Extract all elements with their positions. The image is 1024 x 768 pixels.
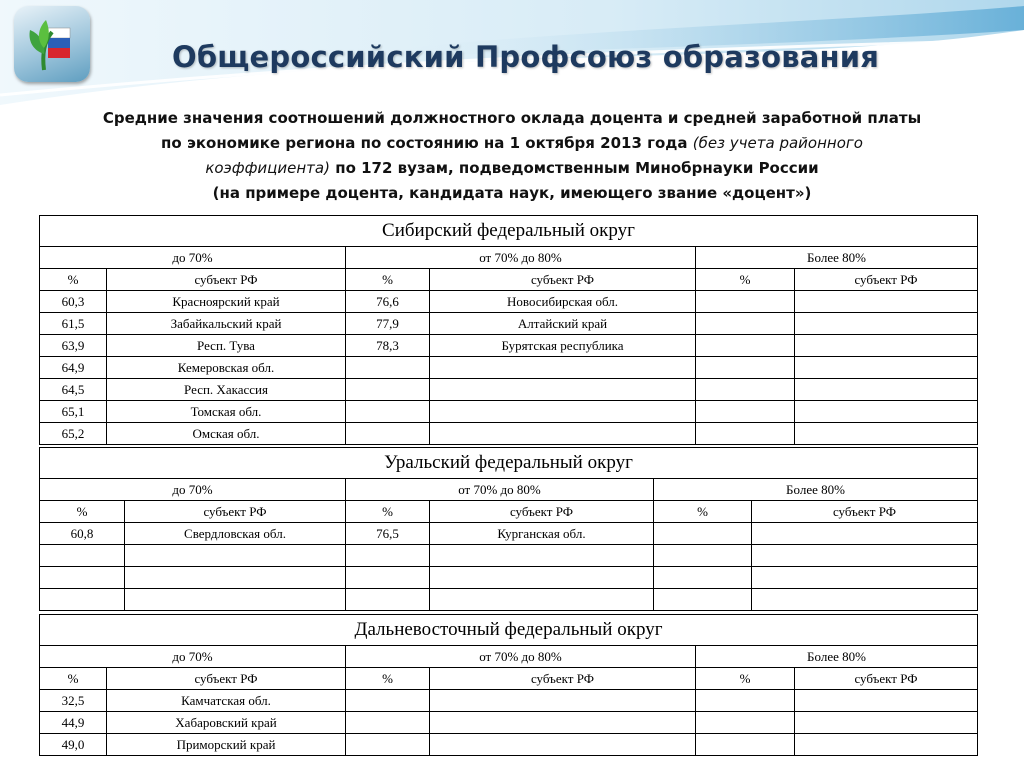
region-title: Дальневосточный федеральный округ <box>40 615 977 646</box>
region-table <box>39 215 978 445</box>
subject-cell: Свердловская обл. <box>125 523 346 544</box>
page-title: Общероссийский Профсоюз образования <box>172 40 880 74</box>
subject-cell <box>795 690 977 711</box>
percent-cell <box>654 545 752 566</box>
subject-cell: Новосибирская обл. <box>430 291 696 312</box>
group-header-row <box>40 479 977 501</box>
group-header: Более 80% <box>807 250 866 265</box>
subject-column-header: субъект РФ <box>107 668 346 689</box>
subject-column-header: субъект РФ <box>430 668 696 689</box>
percent-cell <box>40 545 125 566</box>
subject-cell: Омская обл. <box>107 423 346 444</box>
subject-cell <box>430 379 696 400</box>
percent-cell <box>346 712 430 733</box>
group-header-row <box>40 646 977 668</box>
subtitle-line-3-text: по 172 вузам, подведомственным Минобрнауки России <box>335 159 819 177</box>
percent-cell: 77,9 <box>346 313 430 334</box>
percent-cell <box>346 423 430 444</box>
subject-cell <box>430 567 654 588</box>
subject-cell <box>752 523 977 544</box>
subject-cell: Бурятская республика <box>430 335 696 356</box>
subject-cell <box>430 357 696 378</box>
subtitle-line-1: Средние значения соотношений должностного оклада доцента и средней заработной платы <box>102 109 922 127</box>
subtitle-line-2-text: по экономике региона по состоянию на 1 октября 2013 года <box>161 134 688 152</box>
subject-cell: Кемеровская обл. <box>107 357 346 378</box>
percent-cell <box>696 379 795 400</box>
subtitle-line-3 <box>40 156 984 181</box>
percent-cell <box>696 357 795 378</box>
table-row <box>40 545 977 567</box>
group-header: до 70% <box>40 479 346 500</box>
region-title: Уральский федеральный округ <box>40 448 977 479</box>
group-header: от 70% до 80% <box>346 479 654 500</box>
subject-cell <box>795 401 977 422</box>
subject-cell <box>795 357 977 378</box>
percent-column-header: % <box>654 501 752 522</box>
subject-cell: Респ. Хакассия <box>107 379 346 400</box>
subject-cell <box>795 335 977 356</box>
subject-cell <box>125 567 346 588</box>
column-header-row <box>40 269 977 291</box>
subtitle-line-2 <box>40 131 984 156</box>
percent-cell <box>696 335 795 356</box>
group-header: от 70% до 80% <box>346 646 696 667</box>
table-row <box>40 313 977 335</box>
percent-cell: 78,3 <box>346 335 430 356</box>
percent-column-header: % <box>696 668 795 689</box>
subject-cell <box>430 401 696 422</box>
percent-cell <box>654 523 752 544</box>
column-header-row <box>40 668 977 690</box>
percent-cell: 63,9 <box>40 335 107 356</box>
subject-column-header: субъект РФ <box>430 269 696 290</box>
subtitle-line-4: (на примере доцента, кандидата наук, имеющего звание «доцент») <box>212 184 812 202</box>
subject-cell: Хабаровский край <box>107 712 346 733</box>
percent-column-header: % <box>346 501 430 522</box>
percent-column-header: % <box>696 269 795 290</box>
percent-cell: 61,5 <box>40 313 107 334</box>
subject-cell <box>795 291 977 312</box>
subtitle-line-2-note: (без учета районного <box>692 134 863 152</box>
percent-cell <box>346 734 430 755</box>
percent-cell <box>346 401 430 422</box>
column-header-row <box>40 501 977 523</box>
percent-cell: 65,2 <box>40 423 107 444</box>
subject-column-header: субъект РФ <box>107 269 346 290</box>
table-row <box>40 712 977 734</box>
subject-cell <box>752 567 977 588</box>
group-header: Более 80% <box>786 482 845 497</box>
percent-cell <box>654 589 752 610</box>
percent-cell <box>696 423 795 444</box>
percent-cell: 32,5 <box>40 690 107 711</box>
percent-cell <box>654 567 752 588</box>
percent-cell <box>696 712 795 733</box>
percent-column-header: % <box>40 269 107 290</box>
subject-cell: Забайкальский край <box>107 313 346 334</box>
subject-cell: Респ. Тува <box>107 335 346 356</box>
percent-cell: 65,1 <box>40 401 107 422</box>
subject-cell <box>430 545 654 566</box>
percent-cell <box>346 567 430 588</box>
subject-cell <box>430 734 696 755</box>
subject-cell <box>430 690 696 711</box>
group-header: до 70% <box>40 247 346 268</box>
subject-cell <box>752 545 977 566</box>
percent-cell <box>346 379 430 400</box>
subject-cell <box>752 589 977 610</box>
percent-cell <box>346 589 430 610</box>
table-row <box>40 401 977 423</box>
subtitle-line-3-note: коэффициента) <box>205 159 330 177</box>
percent-cell <box>696 313 795 334</box>
percent-cell <box>346 545 430 566</box>
percent-cell <box>40 589 125 610</box>
sprout-flag-logo-icon <box>22 14 82 74</box>
table-row <box>40 690 977 712</box>
subject-cell <box>125 545 346 566</box>
subject-cell <box>430 589 654 610</box>
group-header: Более 80% <box>807 649 866 664</box>
percent-cell <box>40 567 125 588</box>
group-header-row <box>40 247 977 269</box>
subject-column-header: субъект РФ <box>125 501 346 522</box>
subject-cell: Курганская обл. <box>430 523 654 544</box>
table-row <box>40 589 977 611</box>
group-header: от 70% до 80% <box>346 247 696 268</box>
percent-cell: 60,8 <box>40 523 125 544</box>
organization-logo <box>14 6 90 82</box>
table-row <box>40 291 977 313</box>
percent-column-header: % <box>346 668 430 689</box>
slide-subtitle <box>40 106 984 206</box>
table-row <box>40 379 977 401</box>
subject-cell <box>430 423 696 444</box>
subject-cell: Приморский край <box>107 734 346 755</box>
percent-cell: 44,9 <box>40 712 107 733</box>
subject-column-header: субъект РФ <box>430 501 654 522</box>
subject-cell <box>795 423 977 444</box>
subject-cell: Красноярский край <box>107 291 346 312</box>
table-row <box>40 357 977 379</box>
subject-cell <box>795 313 977 334</box>
table-row <box>40 734 977 756</box>
subject-cell <box>430 712 696 733</box>
percent-cell: 64,9 <box>40 357 107 378</box>
subject-column-header: субъект РФ <box>854 272 918 287</box>
table-row <box>40 567 977 589</box>
percent-cell <box>696 690 795 711</box>
percent-cell <box>346 357 430 378</box>
subject-cell <box>795 379 977 400</box>
table-row <box>40 423 977 445</box>
subject-cell: Томская обл. <box>107 401 346 422</box>
percent-cell: 60,3 <box>40 291 107 312</box>
percent-column-header: % <box>346 269 430 290</box>
percent-cell: 76,5 <box>346 523 430 544</box>
subject-cell: Камчатская обл. <box>107 690 346 711</box>
subject-column-header: субъект РФ <box>832 504 897 519</box>
percent-cell <box>346 690 430 711</box>
subject-cell: Алтайский край <box>430 313 696 334</box>
subject-cell <box>795 712 977 733</box>
percent-cell: 76,6 <box>346 291 430 312</box>
group-header: до 70% <box>40 646 346 667</box>
percent-column-header: % <box>40 501 125 522</box>
percent-cell: 64,5 <box>40 379 107 400</box>
table-row <box>40 523 977 545</box>
percent-column-header: % <box>40 668 107 689</box>
subject-cell <box>125 589 346 610</box>
percent-cell: 49,0 <box>40 734 107 755</box>
percent-cell <box>696 401 795 422</box>
table-row <box>40 335 977 357</box>
region-table <box>39 447 978 611</box>
percent-cell <box>696 291 795 312</box>
region-table <box>39 614 978 756</box>
percent-cell <box>696 734 795 755</box>
subject-column-header: субъект РФ <box>854 671 918 686</box>
subject-cell <box>795 734 977 755</box>
region-title: Сибирский федеральный округ <box>40 216 977 247</box>
